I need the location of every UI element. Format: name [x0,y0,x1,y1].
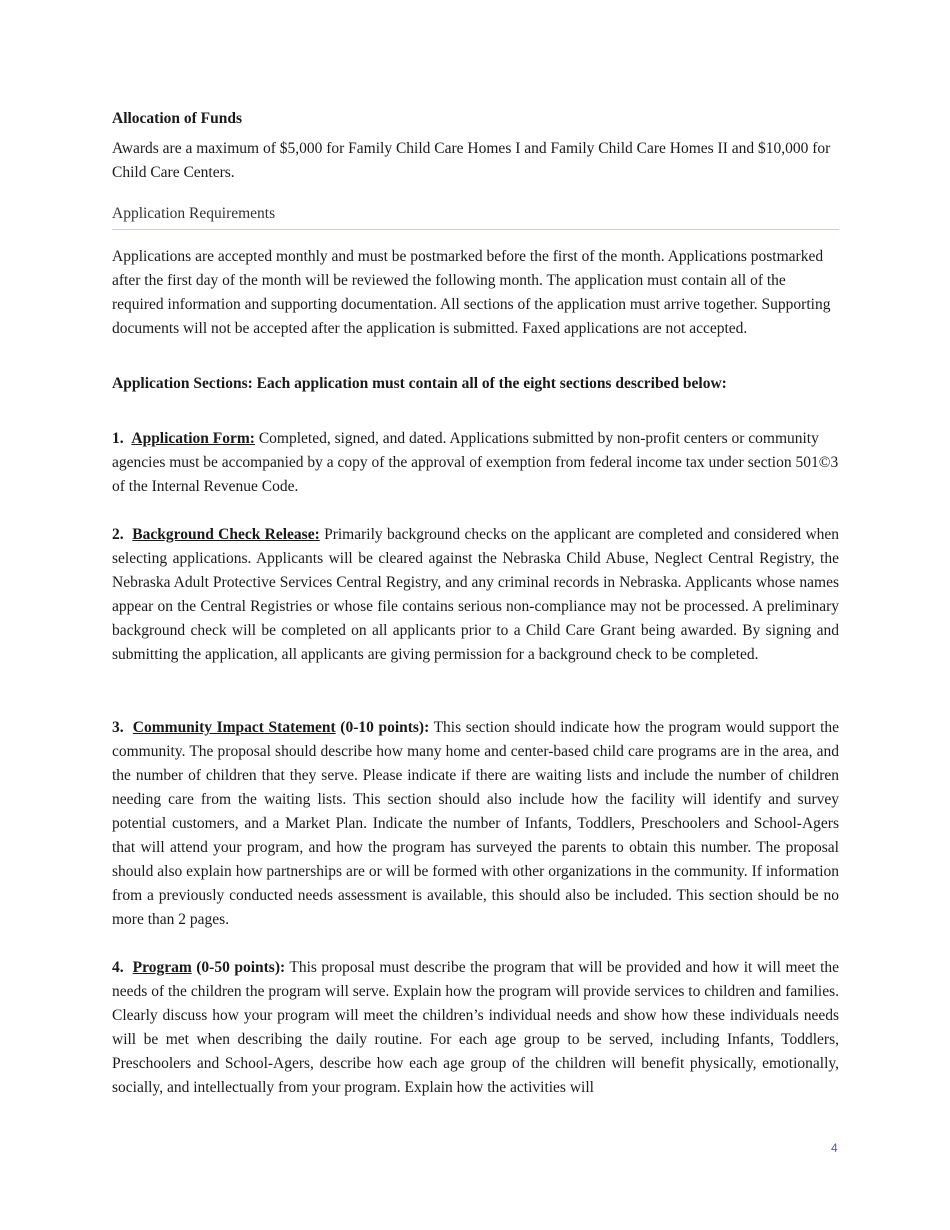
section-number: 4. [112,959,124,976]
section-number: 2. [112,526,124,543]
section-program [112,956,839,1100]
requirements-heading: Application Requirements [112,205,839,230]
section-text: Primarily background checks on the applicant are completed and considered when selecting applications. Applicants will be cleared against the Nebraska Child Abuse, Neglect Central Registry, the Nebraska Adult Protective Services Central Registry, and any criminal records in Nebraska. Applicants whose names appear on the Central Registries or whose file contains serious non-compliance may not be processed. A preliminary background check will be completed on all applicants prior to a Child Care Grant being awarded. By signing and submitting the application, all applicants are giving permission for a background check to be completed. [112,526,840,663]
section-text: This proposal must describe the program that will be provided and how it will meet the needs of the children the program will serve. Explain how the program will provide services to children and families. Clearly discuss how your program will meet the children’s individual needs and show how these individuals needs will be met when describing the daily routine. For each age group to be served, including Infants, Toddlers, Preschoolers and School-Agers, describe how each age group of the children will benefit physically, emotionally, socially, and intellectually from your program. Explain how the activities will [112,959,840,1096]
section-community-impact [112,716,839,932]
section-number: 1. [112,430,124,447]
section-points: (0-50 points): [191,959,286,976]
section-points: (0-10 points): [335,719,430,736]
section-title: Background Check Release: [132,526,320,543]
section-application-form [112,427,839,499]
section-background-check [112,523,839,667]
section-text: This section should indicate how the program would support the community. The proposal should describe how many home and center-based child care programs are in the area, and the number of children that they serve. Please indicate if there are waiting lists and include the number of children needing care from the waiting lists. This section should also include how the facility will identify and survey potential customers, and a Market Plan. Indicate the number of Infants, Toddlers, Preschoolers and School-Agers that will attend your program, and how the program has surveyed the parents to obtain this number. The proposal should also explain how partnerships are or will be formed with other organizations in the community. If information from a previously conducted needs assessment is available, this should also be included. This section should be no more than 2 pages. [112,719,840,928]
allocation-text: Awards are a maximum of $5,000 for Family Child Care Homes I and Family Child Care Homes II and $10,000 for Child Care Centers. [112,140,831,181]
section-title: Community Impact Statement [132,719,336,736]
sections-heading: Application Sections: Each application must contain all of the eight sections described below: [112,375,727,392]
section-title: Application Form: [131,430,255,447]
section-title: Program [132,959,192,976]
section-text: Completed, signed, and dated. Applications submitted by non-profit centers or community agencies must be accompanied by a copy of the approval of exemption from federal income tax under section 501©3 of the Internal Revenue Code. [112,430,839,495]
page-number: 4 [831,1141,838,1155]
allocation-heading: Allocation of Funds [112,110,243,127]
requirements-text: Applications are accepted monthly and must be postmarked before the first of the month. Applications postmarked after the first day of the month will be reviewed the following month. The application must contain all of the required information and supporting documentation. All sections of the application must arrive together. Supporting documents will not be accepted after the application is submitted. Faxed applications are not accepted. [112,248,831,337]
section-number: 3. [112,719,124,736]
